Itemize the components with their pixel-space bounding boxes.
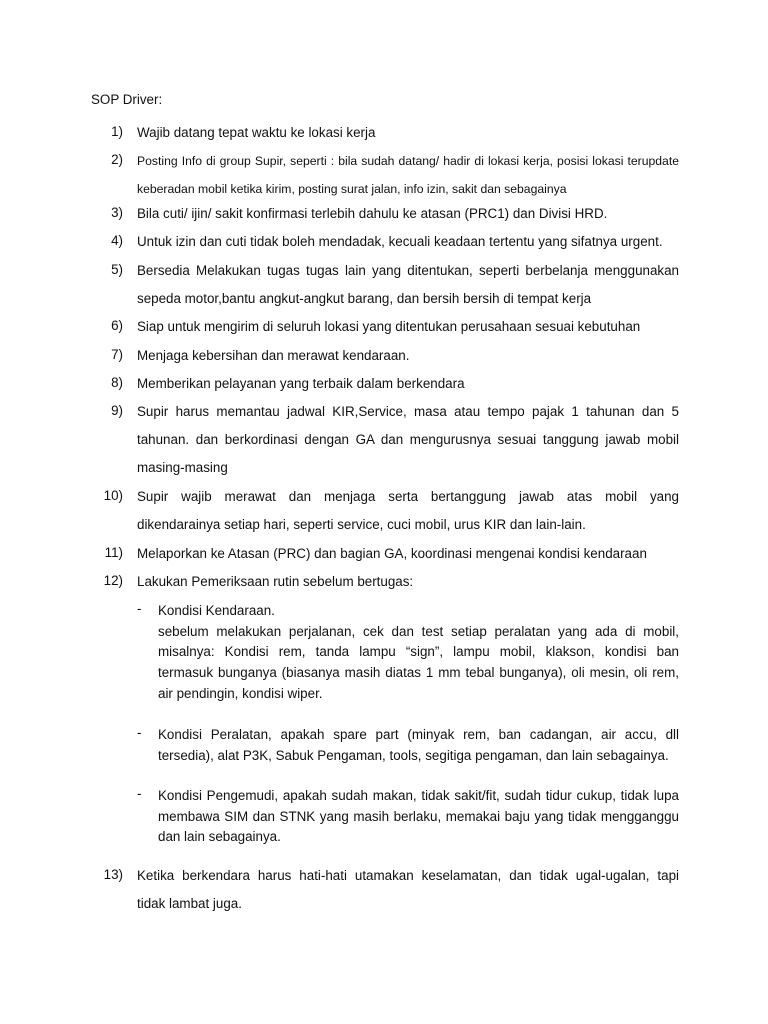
check-line: Kondisi Pengemudi, apakah sudah makan, tidak sakit/fit, sudah tidur cukup, tidak lupa [158, 788, 679, 803]
dash-bullet: - [137, 601, 142, 616]
item-line: tidak lambat juga. [137, 896, 242, 911]
item-line: Melaporkan ke Atasan (PRC) dan bagian GA, koordinasi mengenai kondisi kendaraan [137, 546, 647, 561]
check-line: termasuk bunganya (biasanya masih diatas 1 mm tebal bunganya), oli mesin, oli rem, [158, 665, 679, 681]
item-text [137, 867, 679, 923]
item-text [137, 233, 679, 261]
item-number: 3) [111, 205, 123, 220]
item-text [137, 347, 679, 375]
item-text [137, 152, 679, 208]
item-number: 13) [103, 867, 123, 882]
check-text [158, 725, 679, 766]
item-text [137, 488, 679, 544]
check-line: air pendingin, kondisi wiper. [158, 685, 323, 701]
item-line: Supir wajib merawat dan menjaga serta bertanggung jawab atas mobil yang [137, 489, 679, 504]
item-text [137, 205, 679, 233]
item-line: tahunan. dan berkordinasi dengan GA dan mengurusnya sesuai tanggung jawab mobil [137, 432, 679, 447]
item-line: Bersedia Melakukan tugas tugas lain yang ditentukan, seperti berbelanja menggunakan [137, 263, 679, 278]
item-number: 12) [103, 573, 123, 588]
item-text [137, 318, 679, 346]
item-number: 8) [111, 375, 123, 390]
item-number: 4) [111, 233, 123, 248]
item-text [137, 545, 679, 573]
item-line: dikendarainya setiap hari, seperti service, cuci mobil, urus KIR dan lain-lain. [137, 517, 586, 532]
item-line: Memberikan pelayanan yang terbaik dalam berkendara [137, 376, 465, 391]
item-line: Posting Info di group Supir, seperti : bila sudah datang/ hadir di lokasi kerja, posisi lokasi terupdate [137, 154, 679, 168]
item-line: Supir harus memantau jadwal KIR,Service, masa atau tempo pajak 1 tahunan dan 5 [137, 404, 679, 419]
dash-bullet: - [137, 786, 142, 801]
check-text [158, 601, 679, 705]
check-text [158, 786, 679, 848]
item-line: Menjaga kebersihan dan merawat kendaraan. [137, 348, 410, 363]
item-line: Siap untuk mengirim di seluruh lokasi yang ditentukan perusahaan sesuai kebutuhan [137, 319, 641, 334]
item-line: Wajib datang tepat waktu ke lokasi kerja [137, 125, 376, 140]
check-line: Kondisi Kendaraan. [158, 603, 275, 618]
item-number: 9) [111, 403, 123, 418]
item-number: 10) [103, 488, 123, 503]
item-line: sepeda motor,bantu angkut-angkut barang, dan bersih bersih di tempat kerja [137, 291, 592, 306]
item-number: 5) [111, 262, 123, 277]
item-text [137, 262, 679, 318]
item-text [137, 403, 679, 487]
item-line: masing-masing [137, 460, 228, 475]
check-line: misalnya: Kondisi rem, tanda lampu “sign”, lampu mobil, klakson, kondisi ban [158, 644, 679, 660]
check-line: sebelum melakukan perjalanan, cek dan test setiap peralatan yang ada di mobil, [158, 623, 679, 639]
item-text [137, 573, 679, 601]
item-text [137, 375, 679, 403]
item-line: Bila cuti/ ijin/ sakit konfirmasi terlebih dahulu ke atasan (PRC1) dan Divisi HRD. [137, 206, 608, 221]
item-number: 7) [111, 347, 123, 362]
check-line: membawa SIM dan STNK yang masih berlaku, memakai baju yang tidak mengganggu [158, 808, 679, 824]
check-line: dan lain sebagainya. [158, 829, 281, 845]
item-text [137, 124, 679, 152]
item-number: 11) [104, 545, 123, 560]
item-number: 2) [111, 152, 123, 167]
document-heading: SOP Driver: [91, 92, 163, 107]
item-line: keberadan mobil ketika kirim, posting surat jalan, info izin, sakit dan sebagainya [137, 182, 567, 196]
item-line: Lakukan Pemeriksaan rutin sebelum bertugas: [137, 574, 414, 589]
item-number: 1) [111, 124, 123, 139]
item-line: Ketika berkendara harus hati-hati utamakan keselamatan, dan tidak ugal-ugalan, tapi [137, 868, 679, 883]
check-line: Kondisi Peralatan, apakah spare part (minyak rem, ban cadangan, air accu, dll [158, 727, 679, 742]
check-line: tersedia), alat P3K, Sabuk Pengaman, tools, segitiga pengaman, dan lain sebagainya. [158, 747, 669, 763]
item-line: Untuk izin dan cuti tidak boleh mendadak, kecuali keadaan tertentu yang sifatnya urgent. [137, 234, 663, 249]
item-number: 6) [111, 318, 123, 333]
dash-bullet: - [137, 725, 142, 740]
